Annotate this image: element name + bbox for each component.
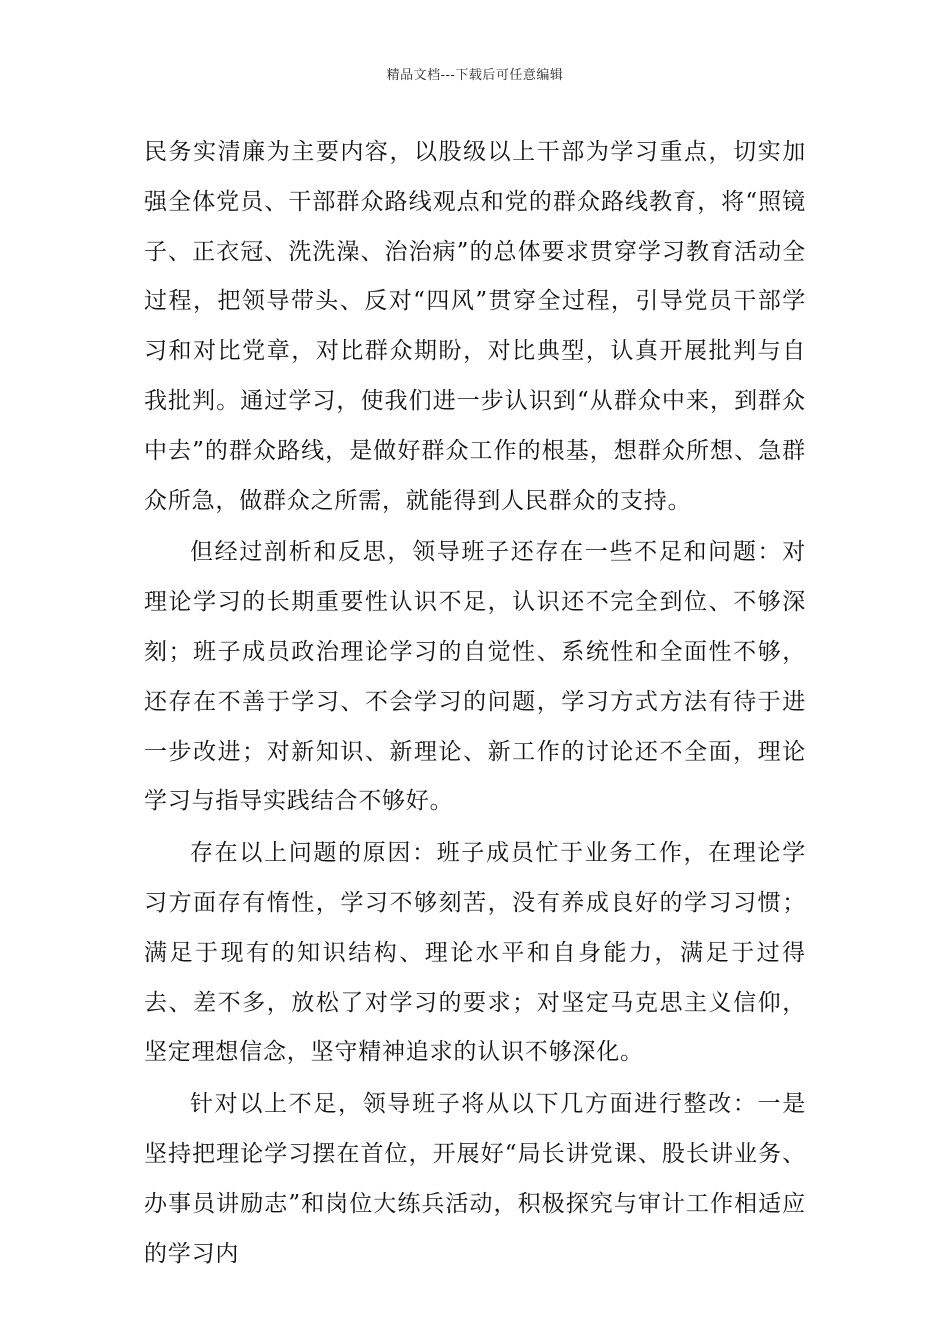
paragraph-rectification: 针对以上不足，领导班子将从以下几方面进行整改：一是坚持把理论学习摆在首位，开展好“局长讲党课、股长讲业务、办事员讲励志”和岗位大练兵活动，积极探究与审计工作相适应的学习内	[144, 1091, 806, 1267]
document-body	[144, 128, 806, 1279]
paragraph-causes: 存在以上问题的原因：班子成员忙于业务工作，在理论学习方面存有惰性，学习不够刻苦，没有养成良好的学习习惯；满足于现有的知识结构、理论水平和自身能力，满足于过得去、差不多，放松了对学习的要求；对坚定马克思主义信仰，坚定理想信念，坚守精神追求的认识不够深化。	[144, 840, 806, 1066]
paragraph-continued: 民务实清廉为主要内容，以股级以上干部为学习重点，切实加强全体党员、干部群众路线观点和党的群众路线教育，将“照镜子、正衣冠、洗洗澡、治治病”的总体要求贯穿学习教育活动全过程，把领导带头、反对“四风”贯穿全过程，引导党员干部学习和对比党章，对比群众期盼，对比典型，认真开展批判与自我批判。通过学习，使我们进一步认识到“从群众中来，到群众中去”的群众路线，是做好群众工作的根基，想群众所想、急群众所急，做群众之所需，就能得到人民群众的支持。	[144, 139, 806, 514]
page-header: 精品文档---下载后可任意编辑	[386, 68, 564, 83]
paragraph-problems: 但经过剖析和反思，领导班子还存在一些不足和问题：对理论学习的长期重要性认识不足，认识还不完全到位、不够深刻；班子成员政治理论学习的自觉性、系统性和全面性不够，还存在不善于学习、不会学习的问题，学习方式方法有待于进一步改进；对新知识、新理论、新工作的讨论还不全面，理论学习与指导实践结合不够好。	[144, 539, 806, 815]
